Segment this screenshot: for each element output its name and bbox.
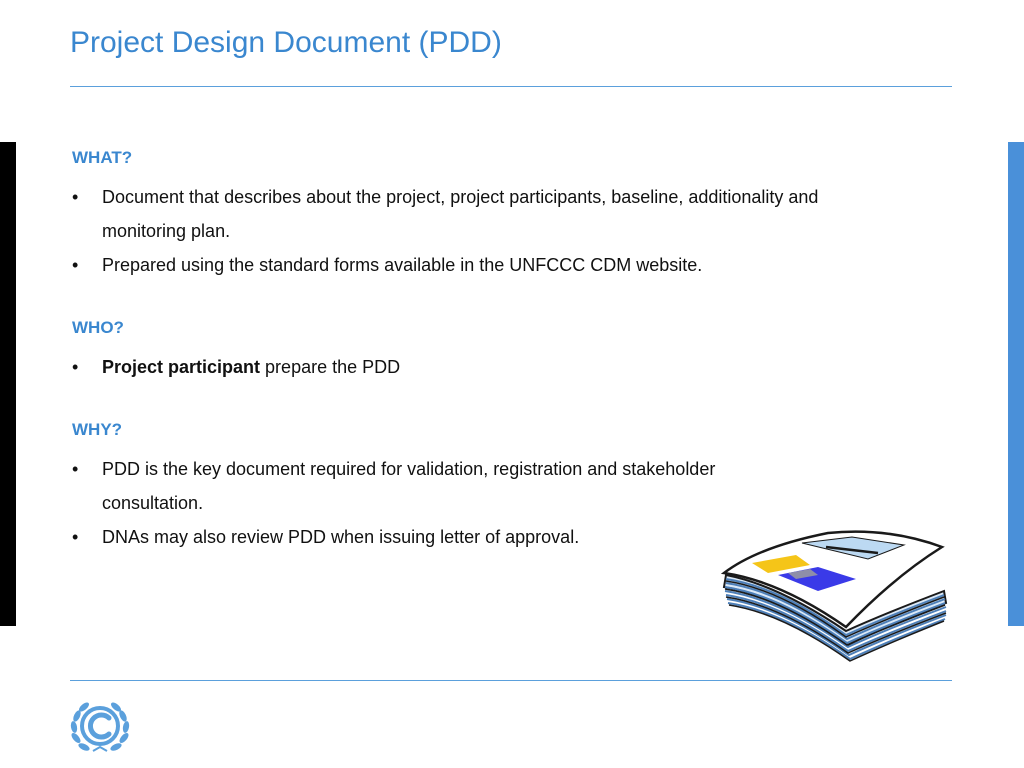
- who-heading: WHO?: [72, 318, 124, 337]
- bullet-dot: •: [72, 459, 79, 479]
- slide-body: [72, 146, 962, 554]
- what-bullet-1-line-1: Document that describes about the project, project participants, baseline, additionality and: [102, 187, 819, 207]
- bullet-dot: •: [72, 357, 79, 377]
- document-stack-icon: [718, 525, 950, 665]
- left-accent-bar: [0, 142, 16, 626]
- what-heading: WHAT?: [72, 148, 133, 167]
- unfccc-logo: [66, 697, 134, 755]
- what-bullet-1-line-2: monitoring plan.: [102, 221, 231, 241]
- what-bullet-2: [72, 248, 962, 282]
- who-bullet-1-text: [102, 350, 962, 384]
- what-bullet-1: [72, 180, 962, 248]
- why-bullet-1-line-2: consultation.: [102, 493, 204, 513]
- top-divider: [70, 86, 952, 87]
- bullet-dot: •: [72, 527, 79, 547]
- why-bullet-1: [72, 452, 962, 520]
- who-bullet-1-bold: Project participant: [102, 357, 261, 377]
- what-bullet-2-text: Prepared using the standard forms available in the UNFCCC CDM website.: [102, 255, 703, 275]
- who-bullet-1: [72, 350, 962, 384]
- bottom-divider: [70, 680, 952, 681]
- right-accent-bar: [1008, 142, 1024, 626]
- slide-title: Project Design Document (PDD): [70, 26, 502, 59]
- bullet-dot: •: [72, 255, 79, 275]
- spacer: [72, 282, 962, 316]
- bullet-dot: •: [72, 187, 79, 207]
- why-bullet-1-line-1: PDD is the key document required for validation, registration and stakeholder: [102, 459, 716, 479]
- spacer: [72, 384, 962, 418]
- why-heading: WHY?: [72, 420, 123, 439]
- why-bullet-2-text: DNAs may also review PDD when issuing letter of approval.: [102, 527, 580, 547]
- who-bullet-1-rest: prepare the PDD: [260, 357, 401, 377]
